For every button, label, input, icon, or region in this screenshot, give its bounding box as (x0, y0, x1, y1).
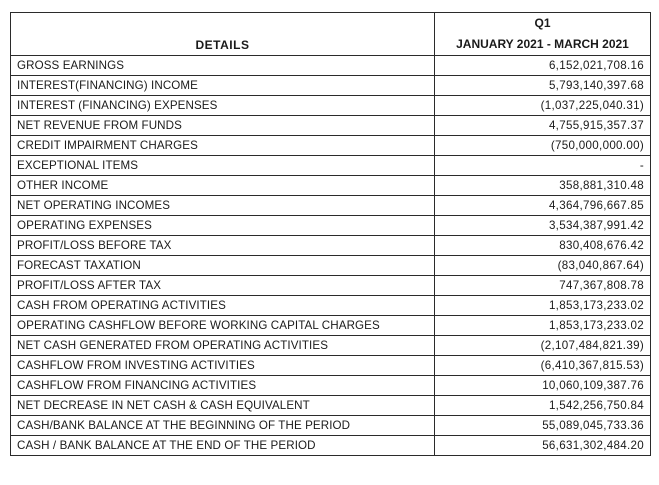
financial-summary (10, 12, 650, 456)
table-row (11, 156, 651, 176)
row-label: GROSS EARNINGS (11, 56, 435, 76)
details-column-header: DETAILS (11, 13, 435, 56)
row-value: 1,853,173,233.02 (435, 316, 651, 336)
table-row (11, 176, 651, 196)
row-label: CASH / BANK BALANCE AT THE END OF THE PERIOD (11, 436, 435, 456)
table-row (11, 396, 651, 416)
row-value: 6,152,021,708.16 (435, 56, 651, 76)
row-label: PROFIT/LOSS BEFORE TAX (11, 236, 435, 256)
row-value: (6,410,367,815.53) (435, 356, 651, 376)
row-label: INTEREST (FINANCING) EXPENSES (11, 96, 435, 116)
table-row (11, 316, 651, 336)
row-value: - (435, 156, 651, 176)
row-value: 4,755,915,357.37 (435, 116, 651, 136)
row-label: PROFIT/LOSS AFTER TAX (11, 276, 435, 296)
table-row (11, 136, 651, 156)
row-value: 55,089,045,733.36 (435, 416, 651, 436)
row-value: 3,534,387,991.42 (435, 216, 651, 236)
row-value: 1,542,256,750.84 (435, 396, 651, 416)
row-label: OTHER INCOME (11, 176, 435, 196)
table-row (11, 116, 651, 136)
row-value: (2,107,484,821.39) (435, 336, 651, 356)
table-body (11, 56, 651, 456)
row-value: (83,040,867.64) (435, 256, 651, 276)
table-row (11, 56, 651, 76)
table-row (11, 336, 651, 356)
row-label: NET DECREASE IN NET CASH & CASH EQUIVALENT (11, 396, 435, 416)
row-label: FORECAST TAXATION (11, 256, 435, 276)
row-value: (750,000,000.00) (435, 136, 651, 156)
table-row (11, 96, 651, 116)
row-label: NET REVENUE FROM FUNDS (11, 116, 435, 136)
row-value: 830,408,676.42 (435, 236, 651, 256)
table-row (11, 376, 651, 396)
table-row (11, 356, 651, 376)
row-label: CASHFLOW FROM INVESTING ACTIVITIES (11, 356, 435, 376)
row-label: CASHFLOW FROM FINANCING ACTIVITIES (11, 376, 435, 396)
table-row (11, 276, 651, 296)
row-value: 1,853,173,233.02 (435, 296, 651, 316)
table-row (11, 216, 651, 236)
row-value: 4,364,796,667.85 (435, 196, 651, 216)
table-row (11, 416, 651, 436)
row-label: INTEREST(FINANCING) INCOME (11, 76, 435, 96)
quarter-column-header: Q1 (435, 13, 651, 35)
table-row (11, 236, 651, 256)
row-value: 56,631,302,484.20 (435, 436, 651, 456)
row-label: CREDIT IMPAIRMENT CHARGES (11, 136, 435, 156)
row-label: NET OPERATING INCOMES (11, 196, 435, 216)
row-label: CASH/BANK BALANCE AT THE BEGINNING OF THE PERIOD (11, 416, 435, 436)
row-label: OPERATING CASHFLOW BEFORE WORKING CAPITAL CHARGES (11, 316, 435, 336)
row-label: NET CASH GENERATED FROM OPERATING ACTIVITIES (11, 336, 435, 356)
header-row-quarter (11, 13, 651, 35)
row-label: OPERATING EXPENSES (11, 216, 435, 236)
financial-table (10, 12, 651, 456)
row-label: CASH FROM OPERATING ACTIVITIES (11, 296, 435, 316)
row-value: 358,881,310.48 (435, 176, 651, 196)
table-row (11, 76, 651, 96)
table-row (11, 256, 651, 276)
row-value: 747,367,808.78 (435, 276, 651, 296)
row-value: 5,793,140,397.68 (435, 76, 651, 96)
period-column-header: JANUARY 2021 - MARCH 2021 (435, 34, 651, 56)
table-row (11, 296, 651, 316)
table-row (11, 436, 651, 456)
row-label: EXCEPTIONAL ITEMS (11, 156, 435, 176)
row-value: 10,060,109,387.76 (435, 376, 651, 396)
table-row (11, 196, 651, 216)
row-value: (1,037,225,040.31) (435, 96, 651, 116)
